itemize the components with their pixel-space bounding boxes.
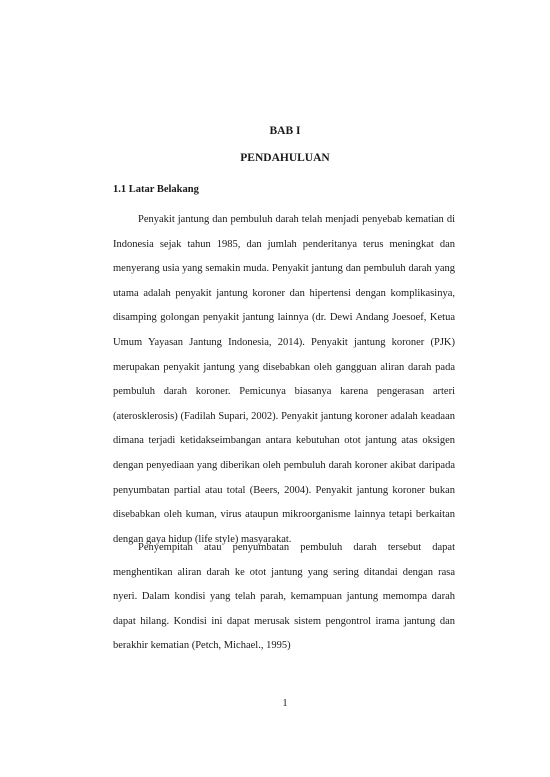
chapter-title: PENDAHULUAN	[240, 152, 330, 164]
body-paragraph-2: Penyempitan atau penyumbatan pembuluh darah tersebut dapat menghentikan aliran darah ke otot jantung yang sering ditandai dengan rasa nyeri. Dalam kondisi yang telah parah, kemampuan jantung memompa darah dapat hilang. Kondisi ini dapat merusak sistem pengontrol irama jantung dan berakhir kematian (Petch, Michael., 1995)	[113, 542, 455, 652]
body-paragraph-1: Penyakit jantung dan pembuluh darah telah menjadi penyebab kematian di Indonesia sejak tahun 1985, dan jumlah penderitanya terus meningkat dan menyerang usia yang semakin muda. Penyakit jantung dan pembuluh darah yang utama adalah penyakit jantung koroner dan hipertensi dengan komplikasinya, disamping golongan penyakit jantung lainnya (dr. Dewi Andang Joesoef, Ketua Umum Yayasan Jantung Indonesia, 2014). Penyakit jantung koroner (PJK) merupakan penyakit jantung yang disebabkan oleh gangguan aliran darah pada pembuluh darah koroner. Pemicunya biasanya karena pengerasan arteri (aterosklerosis) (Fadilah Supari, 2002). Penyakit jantung koroner adalah keadaan dimana terjadi ketidakseimbangan antara kebutuhan otot jantung atas oksigen dengan penyediaan yang diberikan oleh pembuluh darah koroner akibat daripada penyumbatan partial atau total (Beers, 2004). Penyakit jantung koroner bukan disebabkan oleh kuman, virus ataupun mikroorganisme lainnya tetapi berkaitan dengan gaya hidup (life style) masyarakat.	[113, 214, 455, 545]
chapter-label: BAB I	[269, 125, 301, 137]
section-heading: 1.1 Latar Belakang	[113, 184, 199, 195]
page-number: 1	[282, 698, 288, 709]
